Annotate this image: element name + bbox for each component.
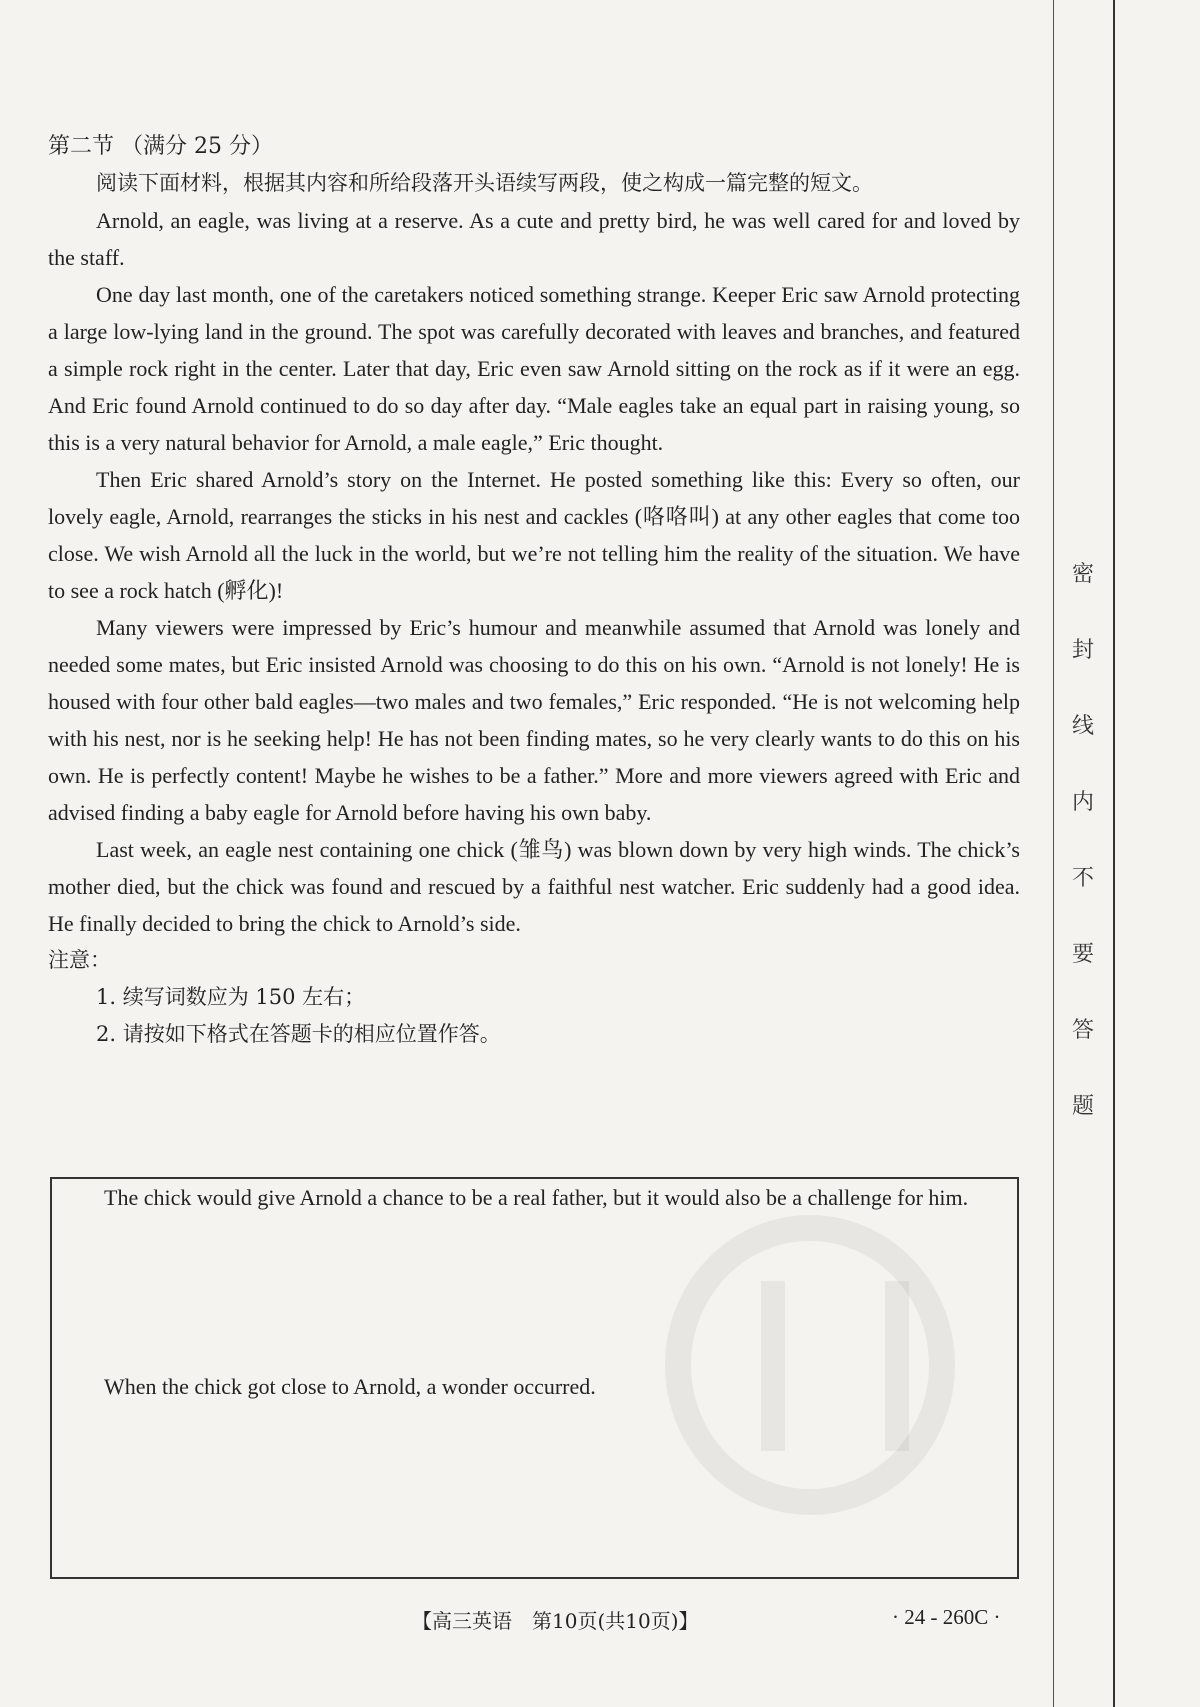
story-paragraph: Arnold, an eagle, was living at a reserve. As a cute and pretty bird, he was well cared for and loved by the staff. (48, 208, 1020, 270)
instruction: 阅读下面材料，根据其内容和所给段落开头语续写两段，使之构成一篇完整的短文。 (96, 171, 873, 195)
binding-char: 封 (1071, 638, 1094, 663)
section-title: 第二节 （满分 25 分） (48, 134, 273, 159)
footer-exam-code: · 24 - 260C · (892, 1605, 1001, 1629)
binding-char: 要 (1071, 942, 1094, 967)
first-paragraph-prompt: The chick would give Arnold a chance to be a real father, but it would also be a challenge for him. (104, 1185, 969, 1210)
binding-char: 密 (1071, 562, 1094, 587)
binding-line-text (1066, 560, 1100, 1168)
story-paragraph: Last week, an eagle nest containing one chick (雏鸟) was blown down by very high winds. The chick’s mother died, but the chick was found and rescued by a faithful nest watcher. Eric suddenly had a good idea. He finally decided to bring the chick to Arnold’s side. (48, 837, 1020, 936)
second-paragraph-prompt: When the chick got close to Arnold, a wonder occurred. (104, 1374, 596, 1399)
note-item: 2. 请按如下格式在答题卡的相应位置作答。 (96, 1022, 501, 1046)
binding-char: 题 (1071, 1094, 1094, 1119)
story-paragraph: Then Eric shared Arnold’s story on the Internet. He posted something like this: Every so often, our lovely eagle, Arnold, rearranges the sticks in his nest and cackles (咯咯叫) at any other eagles that come too close. We wish Arnold all the luck in the world, but we’re not telling him the reality of the situation. We have to see a rock hatch (孵化)! (48, 467, 1020, 603)
notes-heading: 注意： (48, 948, 111, 972)
page-footer (0, 1605, 1053, 1635)
story-paragraph: One day last month, one of the caretakers noticed something strange. Keeper Eric saw Arnold protecting a large low-lying land in the ground. The spot was carefully decorated with leaves and branches, and featured a simple rock right in the center. Later that day, Eric even saw Arnold sitting on the rock as if it were an egg. And Eric found Arnold continued to do so day after day. “Male eagles take an equal part in raising young, so this is a very natural behavior for Arnold, a male eagle,” Eric thought. (48, 282, 1020, 455)
binding-char: 线 (1071, 714, 1094, 739)
story-paragraph: Many viewers were impressed by Eric’s humour and meanwhile assumed that Arnold was lonely and needed some mates, but Eric insisted Arnold was choosing to do this on his own. “Arnold is not lonely! He is housed with four other bald eagles—two males and two females,” Eric responded. “He is not welcoming help with his nest, nor is he seeking help! He has not been finding mates, so he very clearly wants to do this on his own. He is perfectly content! Maybe he wishes to be a father.” More and more viewers agreed with Eric and advised finding a baby eagle for Arnold before having his own baby. (48, 615, 1020, 825)
question-content (48, 128, 1020, 1053)
note-item: 1. 续写词数应为 150 左右； (96, 985, 366, 1009)
binding-char: 不 (1071, 866, 1094, 891)
footer-page-info: 【高三英语 第10页(共10页)】 (412, 1609, 699, 1633)
margin-line (1053, 0, 1054, 1707)
binding-char: 内 (1071, 790, 1094, 815)
binding-char: 答 (1071, 1018, 1094, 1043)
binding-edge-line (1113, 0, 1115, 1707)
answer-box (50, 1177, 1019, 1579)
